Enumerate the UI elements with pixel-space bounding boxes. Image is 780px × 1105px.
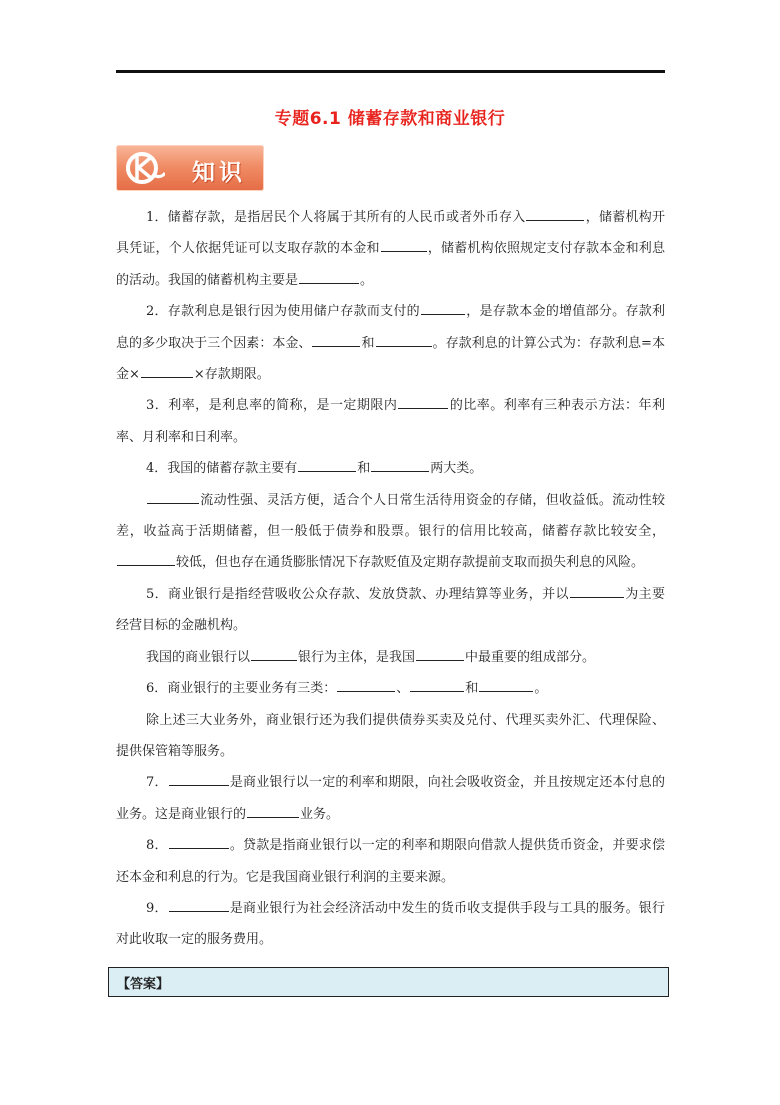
- fill-blank[interactable]: [298, 457, 356, 472]
- paragraph-8: 8． 。贷款是指商业银行以一定的利率和期限向借款人提供货币资金，并要求偿还本金和利息的行为。它是我国商业银行利润的主要来源。: [116, 830, 665, 893]
- fill-blank[interactable]: [299, 269, 359, 284]
- fill-blank[interactable]: [410, 677, 464, 692]
- fill-blank[interactable]: [526, 206, 584, 221]
- fill-blank[interactable]: [570, 583, 624, 598]
- fill-blank[interactable]: [147, 489, 199, 504]
- knowledge-banner: [116, 145, 264, 191]
- fill-blank[interactable]: [376, 332, 432, 347]
- fill-blank[interactable]: [169, 897, 229, 912]
- fill-blank[interactable]: [337, 677, 395, 692]
- fill-blank[interactable]: [169, 834, 229, 849]
- fill-blank[interactable]: [141, 363, 193, 378]
- paragraph-5b: 我国的商业银行以 银行为主体，是我国 中最重要的组成部分。: [116, 642, 665, 673]
- fill-blank[interactable]: [416, 646, 464, 661]
- paragraph-5: 5．商业银行是指经营吸收公众存款、发放贷款、办理结算等业务，并以 为主要经营目标的金融机构。: [116, 579, 665, 642]
- paragraph-3: 3．利率，是利息率的简称，是一定期限内 的比率。利率有三种表示方法：年利率、月利率和日利率。: [116, 390, 665, 453]
- fill-blank[interactable]: [169, 771, 229, 786]
- page-title: 专题6.1 储蓄存款和商业银行: [274, 109, 506, 129]
- fill-blank[interactable]: [381, 237, 427, 252]
- paragraph-6b: 除上述三大业务外，商业银行还为我们提供债券买卖及兑付、代理买卖外汇、代理保险、提供保管箱等服务。: [116, 712, 665, 759]
- fill-blank[interactable]: [398, 394, 448, 409]
- banner-label: 知识: [192, 160, 246, 186]
- k-logo-icon: [125, 151, 165, 185]
- paragraph-1: 1．储蓄存款，是指居民个人将属于其所有的人民币或者外币存入 ，储蓄机构开具凭证，个人依据凭证可以支取存款的本金和 ，储蓄机构依照规定支付存款本金和利息的活动。我国的储蓄机构主要是 。: [116, 202, 665, 296]
- paragraph-9: 9． 是商业银行为社会经济活动中发生的货币收支提供手段与工具的服务。银行对此收取一定的服务费用。: [116, 893, 665, 956]
- paragraph-2: 2．存款利息是银行因为使用储户存款而支付的 ，是存款本金的增值部分。存款利息的多少取决于三个因素：本金、 和 。存款利息的计算公式为：存款利息=本金× ×存款期限。: [116, 296, 665, 390]
- question-list: [116, 202, 665, 956]
- fill-blank[interactable]: [421, 300, 465, 315]
- header-rule: [116, 70, 665, 73]
- fill-blank[interactable]: [251, 646, 297, 661]
- paragraph-6: 6．商业银行的主要业务有三类： 、 和 。: [116, 673, 665, 704]
- fill-blank[interactable]: [371, 457, 429, 472]
- paragraph-4b: 流动性强、灵活方便，适合个人日常生活待用资金的存储，但收益低。流动性较差，收益高于活期储蓄，但一般低于债券和股票。银行的信用比较高，储蓄存款比较安全，较低，但也存在通货膨胀情况下存款贬值及定期存款提前支取而损失利息的风险。: [116, 485, 665, 579]
- answer-box: [108, 967, 669, 997]
- fill-blank[interactable]: [247, 803, 299, 818]
- paragraph-4: 4．我国的储蓄存款主要有 和 两大类。: [116, 453, 665, 484]
- fill-blank[interactable]: [117, 551, 175, 566]
- paragraph-7: 7． 是商业银行以一定的利率和期限，向社会吸收资金，并且按规定还本付息的业务。这是商业银行的 业务。: [116, 767, 665, 830]
- fill-blank[interactable]: [479, 677, 533, 692]
- answer-label: 【答案】: [117, 977, 170, 992]
- fill-blank[interactable]: [312, 332, 360, 347]
